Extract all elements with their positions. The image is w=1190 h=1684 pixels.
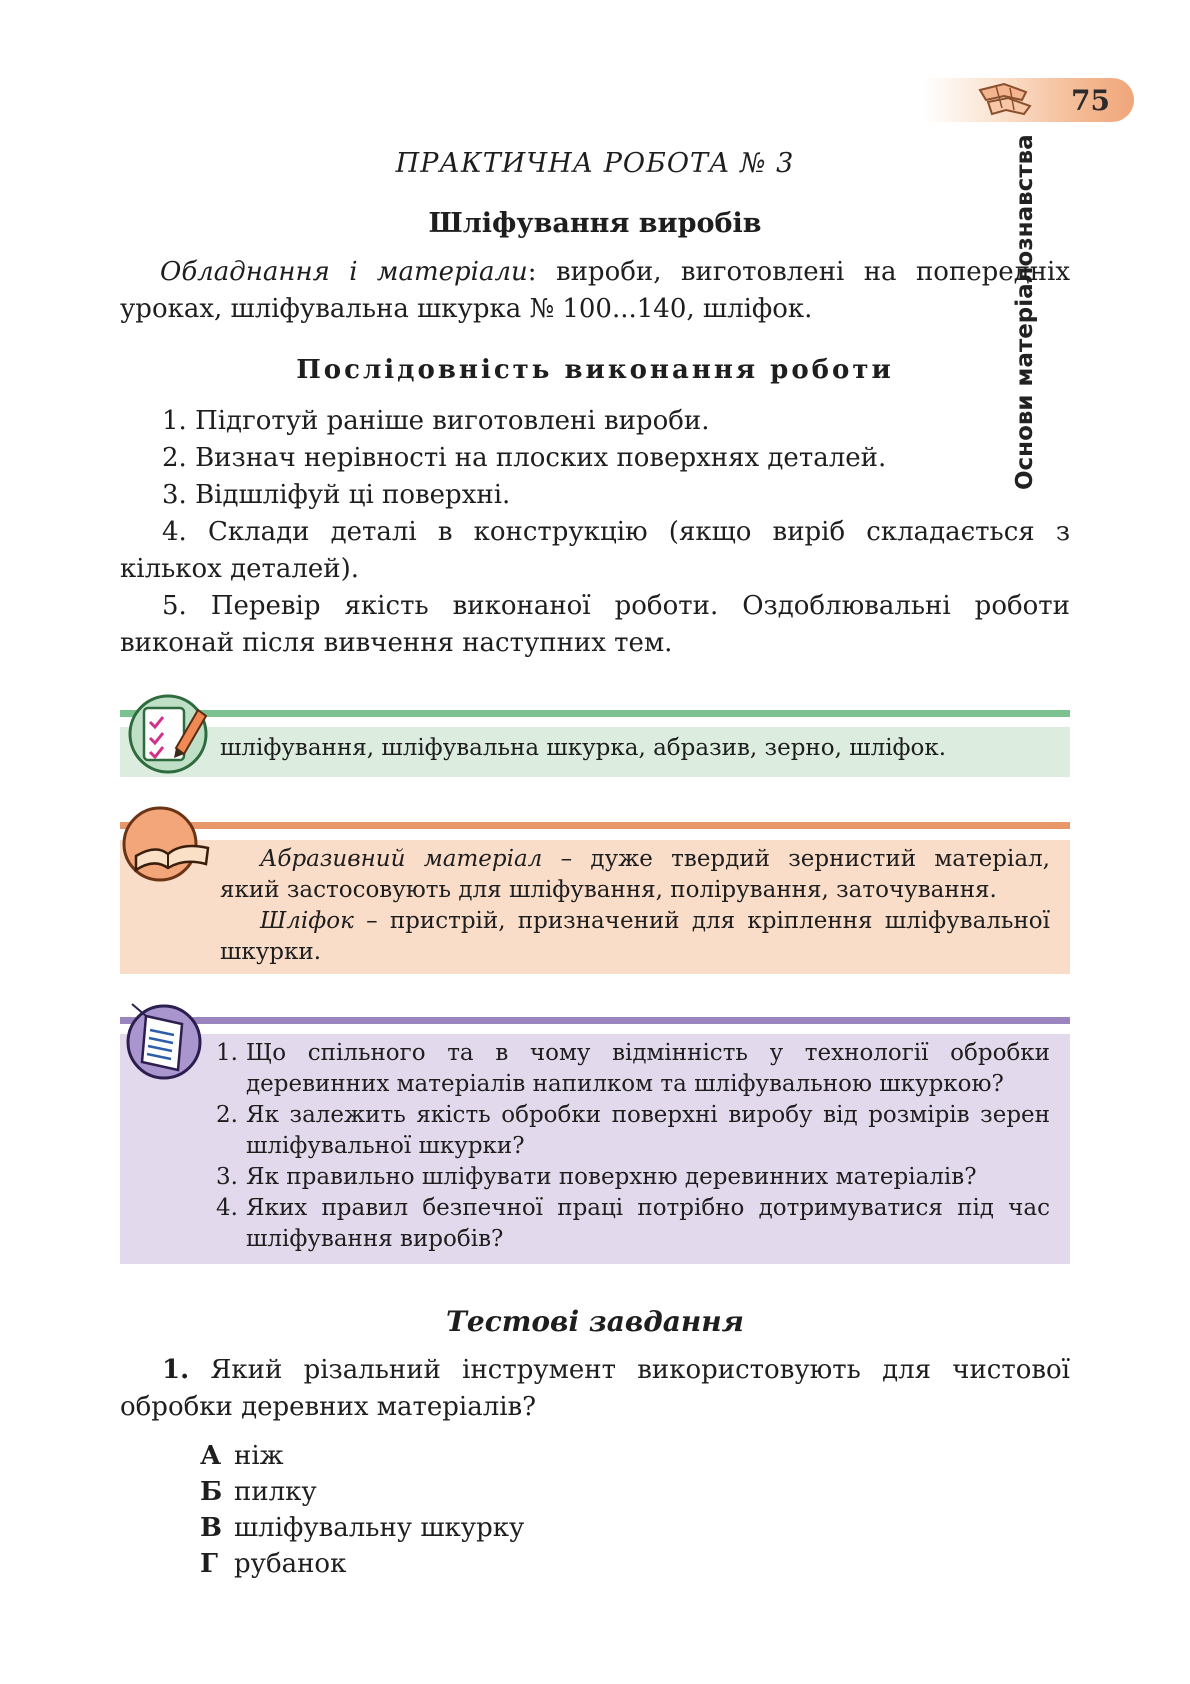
definitions-accent-line [120, 822, 1070, 829]
question-number: 1. [216, 1040, 238, 1066]
question-text: Що спільного та в чому відмінність у технології обробки деревинних матеріалів напилком та шліфувальною шкуркою? [246, 1040, 1050, 1097]
answers-list [200, 1438, 524, 1582]
question-item [216, 1038, 1050, 1100]
question-text: Як залежить якість обробки поверхні виробу від розмірів зерен шліфувальної шкурки? [246, 1102, 1050, 1159]
page-number-tab [922, 78, 1134, 122]
definition-term: Шліфок [260, 908, 354, 934]
keywords-box [120, 727, 1070, 777]
practical-work-subtitle: Шліфування виробів [428, 208, 762, 239]
checklist-pencil-icon [126, 692, 210, 776]
questions-accent-line [120, 1017, 1070, 1024]
question-item [216, 1162, 1050, 1193]
definition-item [220, 906, 1050, 968]
questions-list [216, 1038, 1050, 1255]
page-number: 75 [1071, 84, 1110, 117]
answer-option [200, 1510, 524, 1546]
steps-list [120, 403, 1070, 662]
answer-letter: В [200, 1513, 222, 1543]
practical-work-title: ПРАКТИЧНА РОБОТА № 3 [395, 148, 795, 179]
scroll-list-icon [124, 998, 206, 1082]
question-number: 3. [216, 1164, 238, 1190]
test-question [120, 1352, 1070, 1426]
equipment-text: : вироби, виготовлені на попередніх уроках, шліфувальна шкурка № 100...140, шліфок. [120, 257, 1071, 324]
equipment-paragraph [120, 254, 1070, 328]
test-question-number: 1. [162, 1355, 190, 1385]
definition-term: Абразивний матеріал [260, 846, 543, 872]
answer-option [200, 1474, 524, 1510]
test-question-text: Який різальний інструмент використовують для чистової обробки деревних матеріалів? [120, 1355, 1070, 1422]
question-number: 2. [216, 1102, 238, 1128]
definition-text: – пристрій, призначений для кріплення шліфувальної шкурки. [220, 908, 1050, 965]
step-item: 5. Перевір якість виконаної роботи. Оздоблювальні роботи виконай після вивчення наступних тем. [120, 591, 1070, 658]
open-book-icon [122, 804, 214, 884]
answer-option [200, 1546, 524, 1582]
step-item: 2. Визнач нерівності на плоских поверхнях деталей. [162, 443, 887, 473]
equipment-label: Обладнання і матеріали [160, 257, 528, 287]
questions-box [120, 1034, 1070, 1264]
answer-text: рубанок [234, 1549, 347, 1579]
section-title-text: Основи матеріалознавства [1012, 134, 1038, 490]
definitions-box [120, 840, 1070, 974]
tests-heading: Тестові завдання [446, 1305, 744, 1338]
step-item: 4. Склади деталі в конструкцію (якщо виріб складається з кількох деталей). [120, 517, 1070, 584]
answer-text: пилку [234, 1477, 317, 1507]
question-text: Яких правил безпечної праці потрібно дотримуватися під час шліфування виробів? [246, 1195, 1050, 1252]
answer-option [200, 1438, 524, 1474]
step-item: 3. Відшліфуй ці поверхні. [162, 480, 511, 510]
keywords-accent-line [120, 710, 1070, 717]
step-item: 1. Підготуй раніше виготовлені вироби. [162, 406, 710, 436]
definition-item [220, 844, 1050, 906]
question-item [216, 1193, 1050, 1255]
definitions-text [220, 844, 1050, 968]
hand-tool-icon [974, 78, 1038, 122]
answer-text: шліфувальну шкурку [234, 1513, 525, 1543]
question-item [216, 1100, 1050, 1162]
keywords-text: шліфування, шліфувальна шкурка, абразив, зерно, шліфок. [220, 735, 947, 761]
definition-text: – дуже твердий зернистий матеріал, який застосовують для шліфування, полірування, заточування. [220, 846, 1050, 903]
question-number: 4. [216, 1195, 238, 1221]
question-text: Як правильно шліфувати поверхню деревинних матеріалів? [246, 1164, 977, 1190]
answer-letter: А [200, 1441, 222, 1471]
answer-text: ніж [234, 1441, 284, 1471]
sequence-heading: Послідовність виконання роботи [296, 355, 894, 385]
answer-letter: Г [200, 1549, 218, 1579]
answer-letter: Б [200, 1477, 223, 1507]
